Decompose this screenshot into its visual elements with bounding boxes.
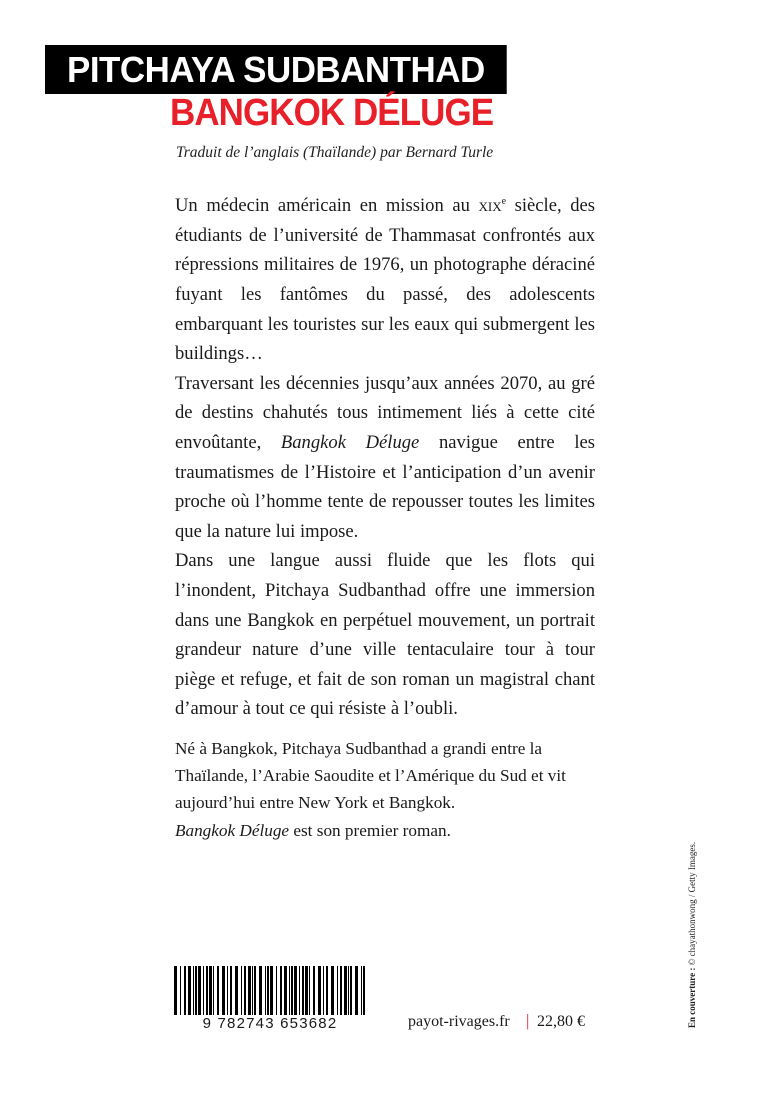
- blurb-paragraph-2: Traversant les décennies jusqu’aux années 2070, au gré de destins chahutés tous intimement liés à cette cité envoûtante, Bangkok Déluge navigue entre les traumatismes de l’Histoire et l’anticipation d’un avenir proche où l’homme tente de repousser toutes les limites que la nature lui impose.: [175, 372, 595, 542]
- blurb-paragraph-1: Un médecin américain en mission au xix$^e$ siècle, des étudiants de l’université de Thammasat confrontés aux répressions militaires de 1976, un photographe déraciné fuyant les fantômes du passé, des adolescents embarquant les touristes sur les eaux qui submergent les buildings…: [175, 195, 595, 365]
- cover-credit: En couverture : © chayathonwong / Getty Images.: [687, 841, 697, 1028]
- price: 22,80 €: [537, 1013, 585, 1030]
- bio-paragraph-2: Bangkok Déluge est son premier roman.: [175, 820, 451, 840]
- blurb: [175, 187, 595, 724]
- author-bio: [175, 735, 605, 844]
- translator-credit: Traduit de l’anglais (Thaïlande) par Bernard Turle: [176, 144, 494, 161]
- separator: |: [526, 1011, 530, 1030]
- isbn-number: 9 782743 653682: [170, 1015, 370, 1032]
- author-name: PITCHAYA SUDBANTHAD: [45, 45, 507, 94]
- bio-paragraph-1: Né à Bangkok, Pitchaya Sudbanthad a grandi entre la Thaïlande, l’Arabie Saoudite et l’Amérique du Sud et vit aujourd’hui entre New York et Bangkok.: [175, 739, 566, 813]
- blurb-paragraph-3: Dans une langue aussi fluide que les flots qui l’inondent, Pitchaya Sudbanthad offre une immersion dans une Bangkok en perpétuel mouvement, un portrait grandeur nature d’une ville tentaculaire tour à tour piège et refuge, et fait de son roman un magistral chant d’amour à tout ce qui résiste à l’oubli.: [175, 550, 595, 720]
- book-title: BANGKOK DÉLUGE: [170, 92, 494, 134]
- publisher-website: payot-rivages.fr: [408, 1013, 510, 1030]
